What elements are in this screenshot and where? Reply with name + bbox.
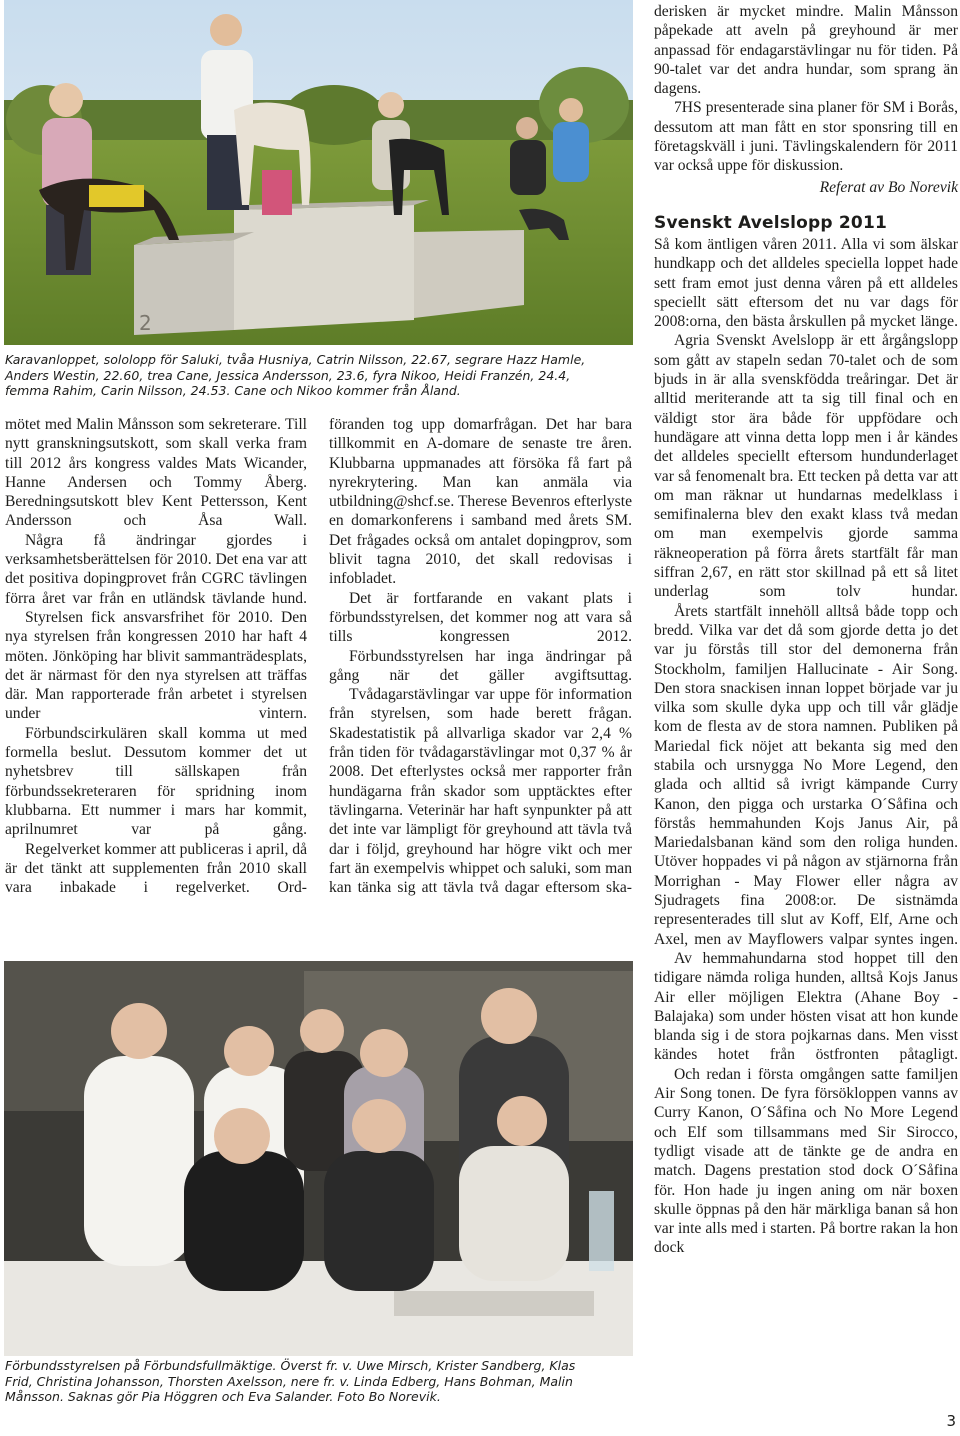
paragraph: Årets startfält innehöll alltså både topp och bredd. Vilka var det då som gjorde detta jo det var ju förstås till stor del demonerna från Stockholm, familjen Hallucinate - Air Song. Den stora snackisen innan loppet började var ju vilka som skulle dyka upp och till vår glädje kom de flesta av de stora namnen. Publiken på Mariedal fick nöjet att bekanta sig med den stabila och ursnygga No More Legend, den glada och alltid så ivrigt kämpande Curry Kanon, den pigga och urstarka O´Såfina och förstås hemmahunden Kojs Janus Air, på Mariedalsbanan känd som den roliga hunden. Utöver hoppades vi på någon av stjärnorna från Morrighan - May Flower eller några av Sjudragets fina 2008:or. De sistnämda representerades till slut av Koff, Elf, Arne och Axel, men av Mayflowers valpar syntes ingen.	[654, 602, 958, 948]
paragraph: Det är fortfarande en vakant plats i förbundsstyrelsen, det kommer nog att vara så tills kongressen 2012.	[329, 589, 632, 646]
paragraph: Styrelsen fick ansvarsfrihet för 2010. Den nya styrelsen från kongressen 2010 har haft 4 möten. Jönköping har blivit sammanträdesplats, det är närmast för den nya styrelsen att träffas där. Man rapporterade från arbetet i styrelsen under vintern.	[5, 608, 307, 723]
paragraph: derisken är mycket mindre. Malin Månsson påpekade att aveln på greyhound är mer anpassad för endagarstävlingar nu för tiden. På 90-talet var det andra hundar, som sprang än dagens.	[654, 3, 958, 98]
paragraph: Agria Svenskt Avelslopp är ett årgångslopp som gått av stapeln sedan 70-talet och de som bjuds in är alla svenskfödda treåringar. Det är alltid meriterande att ta sig till final och en väldigt stor ära både för uppfödare och hundägare att vinna detta lopp men i år kändes det alldeles speciellt eftersom hundunderlaget var så fenomenalt bra. Ett tecken på detta var att om man räknar ut hundarnas medelklass i semifinalerna blev den exakt klass två medan om man exempelvis gjorde samma räkneoperation på förra årets startfält får man siffran 2,67, en rätt stor skillnad på ett så litet underlag som tolv hundar.	[654, 332, 958, 601]
caption-line: Förbundsstyrelsen på Förbundsfullmäktige. Överst fr. v. Uwe Mirsch, Krister Sandberg, Klas	[5, 1358, 576, 1373]
caption-line: femma Rahim, Carin Nilsson, 24.53. Cane och Nikoo kommer från Åland.	[5, 383, 461, 398]
paragraph: 7HS presenterade sina planer för SM i Borås, dessutom att man fått en stor sponsring till en företagskväll i juni. Tävlingskalendern för 2011 var också uppe för diskussion.	[654, 99, 958, 175]
page-number: 3	[946, 1412, 956, 1430]
paragraph: Av hemmahundarna stod hoppet till den tidigare nämda roliga hunden, alltså Kojs Janus Air eller möjligen Elektra (Ahane Boy - Balajaka) som under hösten visat att hon kunde blanda sig i de stora pojkarnas dans. Men visst kändes hotet från östfronten påtagligt.	[654, 949, 958, 1064]
paragraph: Förbundscirkulären skall komma ut med formella beslut. Dessutom kommer det ut nyhetsbrev till sällskapen från förbundssekreteraren för spridning inom klubbarna. Ett nummer i mars har kommit, aprilnumret var på gång.	[5, 724, 307, 839]
caption-line: Månsson. Saknas gör Pia Höggren och Eva Salander. Foto Bo Norevik.	[5, 1389, 441, 1404]
paragraph: mötet med Malin Månsson som sekreterare. Till nytt granskningsutskott, som skall verka fram till 2012 års kongress valdes Mats Wicander, Hanne Andersen och Tommy Åberg. Beredningsutskott blev Kent Pettersson, Kent Andersson och Åsa Wall.	[5, 416, 307, 530]
paragraph: Så kom äntligen våren 2011. Alla vi som älskar hundkapp och det alldeles speciella loppet hade sett fram emot just denna våren på ett alldeles speciellt sätt eftersom det nu var dags för 2008:orna, den bästa årskullen på mycket länge.	[654, 235, 958, 331]
paragraph: Och redan i första omgången satte familjen Air Song tonen. De fyra försökloppen vanns av Curry Kanon, O´Såfina och No More Legend och Elf som tillsammans med Sir Sirocco, tydligt visade att de tänkte ge de andra en match. Dagens prestation stod dock O´Såfina för. Hon hade ju ingen aning om när boxen skulle öppnas på den här märkliga banan så hon var inte alls med i starten. På bortre rakan la hon dock	[654, 1065, 958, 1257]
paragraph: Regelverket kommer att publiceras i april, då är det tänkt att supplementen från 2010 skall vara inbakade i regelverket. Ord-	[5, 840, 307, 897]
paragraph: Några få ändringar gjordes i verksamhetsberättelsen för 2010. Det ena var att det positiva dopingprovet från CGRC tävlingen förra året var från en utländsk tävlande hund.	[5, 531, 307, 607]
article-column-3	[654, 2, 958, 1258]
caption-line: Frid, Christina Johansson, Thorsten Axelsson, nere fr. v. Linda Edberg, Hans Bohman, Malin	[5, 1373, 573, 1389]
article-column-1	[5, 415, 307, 897]
photo-caption-bottom	[5, 1358, 575, 1405]
byline: Referat av Bo Norevik	[819, 178, 958, 196]
paragraph: Tvådagarstävlingar var uppe för information från styrelsen, som hade berett frågan. Skadestatistik på allvarliga skador var 2,4 % från tiden för tvådagarstävlingar mot 0,37 % år 2008. Det efterlystes också mer rapporter från hundägarna från skador som upptäcktes efter tävlingarna. Veterinär har haft synpunkter på att det inte var lämpligt för greyhound att tävla två dar i följd, greyhound har högre vikt och mer fart än exempelvis whippet och saluki, som man kan tänka sig att tävla två dagar eftersom ska-	[329, 686, 632, 897]
podium-number: 2	[139, 311, 152, 335]
article-column-2	[329, 415, 632, 897]
paragraph: Förbundsstyrelsen har inga ändringar på gång när det gäller avgiftsuttag.	[329, 647, 632, 684]
photo-caption-top	[5, 352, 585, 399]
section-heading: Svenskt Avelslopp 2011	[654, 212, 888, 233]
paragraph: föranden tog upp domarfrågan. Det har bara tillkommit en A-domare de senaste tre åren. Klubbarna uppmanades att försöka få fart på nyrekrytering. Man kan anmäla via utbildning@shcf.se. Therese Bevenros efterlyste en domarkonferens i samband med årets SM. Det frågades också om antalet dopingprov, som blivit tagna 2010, det skall redovisas i infobladet.	[329, 416, 632, 588]
photo-board-group	[4, 961, 633, 1356]
caption-line: Anders Westin, 22.60, trea Cane, Jessica Andersson, 23.6, fyra Nikoo, Heidi Franzén, 24.4,	[5, 367, 571, 383]
photo-dog-race-podium	[4, 0, 633, 345]
caption-line: Karavanloppet, sololopp för Saluki, tvåa Husniya, Catrin Nilsson, 22.67, segrare Hazz Hamle,	[5, 352, 586, 367]
